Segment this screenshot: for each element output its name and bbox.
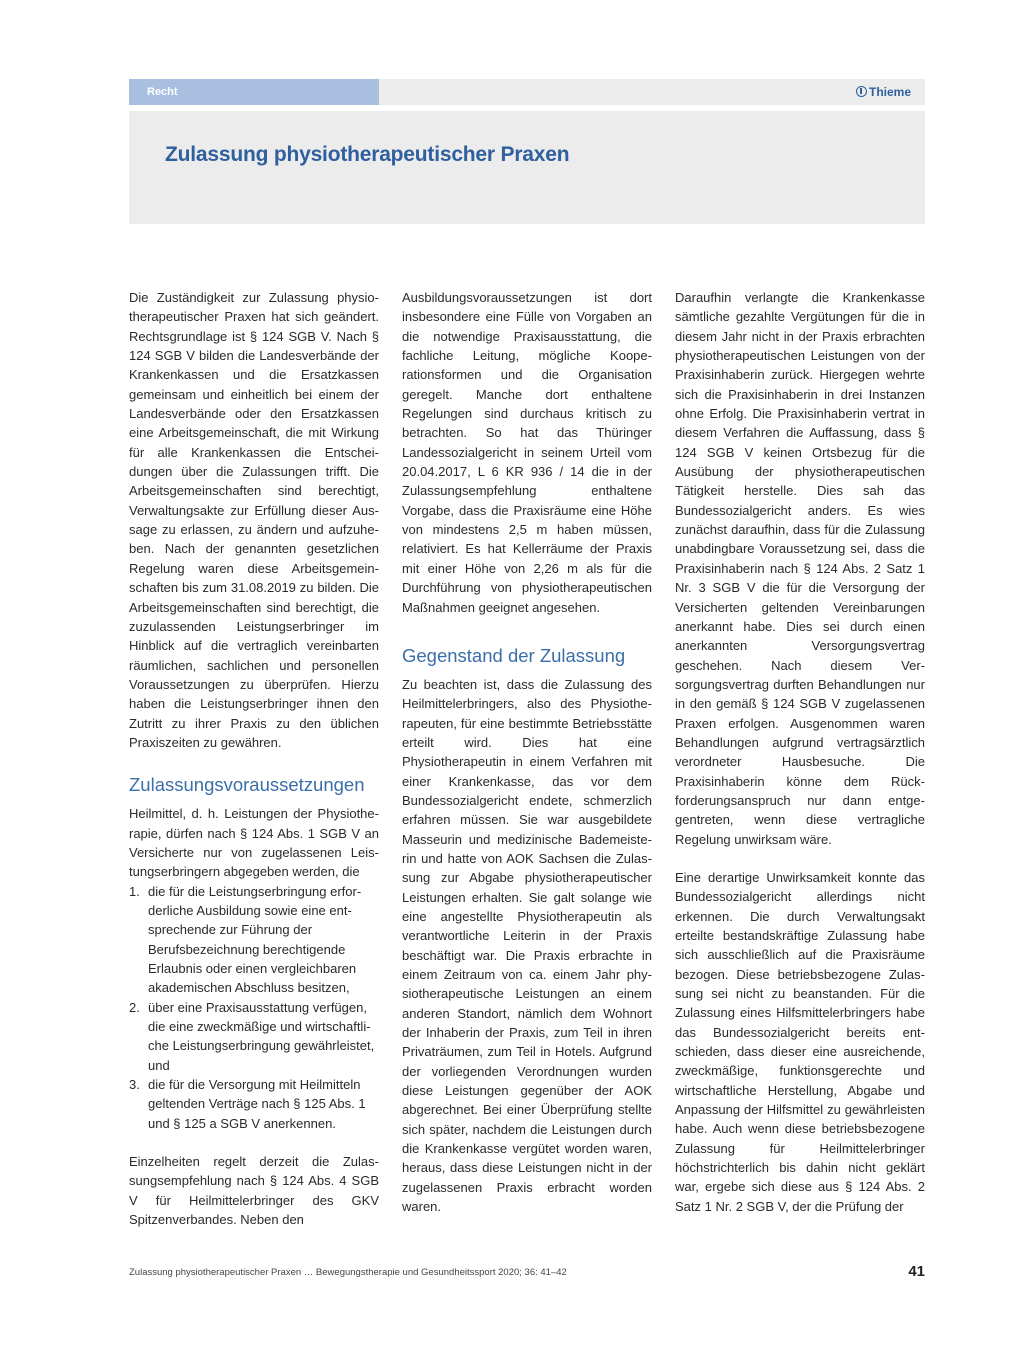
list-number: 2.	[129, 999, 140, 1015]
lead-paragraph: Heilmittel, d. h. Leistungen der Physiotherapie, dürfen nach § 124 Abs. 1 SGB V an Versicherte nur von zugelassenen Leistungserbringern abgegeben werden, die	[129, 806, 379, 880]
list-item-text: über eine Praxisausstattung verfügen, die eine zweckmäßige und wirtschaftliche Leistungserbringung gewährleistet, und	[148, 999, 375, 1073]
list-item-text: die für die Versorgung mit Heilmitteln geltenden Verträge nach § 125 Abs. 1 und § 125 a SGB V anerkennen.	[148, 1077, 366, 1131]
paragraph: Eine derartige Unwirksamkeit konnte das Bundessozialgericht allerdings nicht erkennen. Die durch Verwaltungsakt erteilte bestandskräftige Zulassung habe sich ausschließlich auf die Praxisräume bezogen. Diese betriebsbezogene Zulassung sei nicht zu beanstanden. Für die Zulassung eines Hilfsmittelerbringers habe das Bundessozialgericht bereits entschieden, dass dieser eine ausreichende, zweckmäßige, funktionsgerechte und wirtschaftliche Herstellung, Abgabe und Anpassung der Hilfsmittel zu gewährleisten habe. Auch wenn diese betriebsbezogene Zulassung für Heilmittelerbringer höchstrichterlich bis dahin nicht geklärt war, ergebe sich diese aus § 124 Abs. 2 Satz 1 Nr. 2 SGB V, der die Prüfung der	[675, 869, 925, 1214]
list-item	[129, 1075, 379, 1133]
paragraph: Daraufhin verlangte die Krankenkasse sämtliche gezahlte Vergütungen für die in diesem Jahr nicht in der Praxis erbrachten physiotherapeutischen Leistungen von der Praxisinhaberin zurück. Hiergegen wehrte sich die Praxisinhaberin in drei Instanzen ohne Erfolg. Die Praxisinhaberin vertrat in diesem Verfahren die Auffassung, dass § 124 SGB V keinen Ortsbezug für die Ausübung der physiotherapeutischen Tätigkeit herstelle. Dies sah das Bundessozialgericht anders. Es wies zunächst daraufhin, dass für die Zulassung unabdingbare Voraussetzung sei, dass die Praxisinhaberin nach § 124 Abs. 2 Satz 1 Nr. 3 SGB V die für die Versorgung der Versicherten geltenden Vereinbarungen anerkannt habe. Dies sei durch einen anerkannten Versorgungsvertrag geschehen. Nach diesem Versorgungsvertrag durften Behandlungen nur in den gemäß § 124 SGB V zugelassenen Praxen erfolgen. Ausgenommen waren Behandlungen aufgrund vertragsärztlich verordneter Hausbesuche. Die Praxisinhaberin könne dem Rückforderungsanspruch nur dann entgegentreten, wenn diese vertragliche Regelung unwirksam wäre.	[675, 290, 925, 847]
section-heading-zulassungsvoraussetzungen: Zulassungsvoraussetzungen	[129, 774, 365, 796]
title-box	[129, 111, 925, 224]
intro-paragraph: Die Zuständigkeit zur Zulassung physiotherapeutischer Praxen hat sich geändert. Rechtsgrundlage ist § 124 SGB V. Nach § 124 SGB V bilden die Landesverbände der Krankenkassen und die Ersatzkassen gemeinsam und einheitlich bei einem der Landesverbände oder den Ersatzkassen eine Arbeitsgemeinschaft, die mit Wirkung für alle Krankenkassen die Entscheidungen über die Zulassungen trifft. Die Arbeitsgemeinschaften sind berechtigt, Verwaltungsakte zur Erfüllung dieser Aussage zu erlassen, zu ändern und aufzuheben. Nach der genannten gesetzlichen Regelung waren diese Arbeitsgemeinschaften bis zum 31.08.2019 zu bilden. Die Arbeitsgemeinschaften sind berechtigt, die zuzulassenden Leistungserbringer im Hinblick auf die vertraglich vereinbarten räumlichen, sachlichen und personellen Voraussetzungen zu überprüfen. Hierzu haben die Leistungserbringer ihnen den Zutritt zu ihrer Praxis zu den üblichen Praxiszeiten zu gewähren.	[129, 290, 379, 750]
citation-reference: Zulassung physiotherapeutischer Praxen … Bewegungstherapie und Gesundheitssport 2020; 36: 41–42	[129, 1267, 567, 1278]
page-footer	[129, 1263, 925, 1283]
article-title: Zulassung physiotherapeutischer Praxen	[165, 143, 570, 166]
header-bar	[129, 79, 925, 105]
tail-paragraph: Einzelheiten regelt derzeit die Zulassungsempfehlung nach § 124 Abs. 4 SGB V für Heilmittelerbringer des GKV Spitzenverbandes. Neben den	[129, 1154, 379, 1228]
publisher-name: Thieme	[868, 85, 911, 99]
paragraph: Zu beachten ist, dass die Zulassung des Heilmittelerbringers, also des Physiotherapeuten, für eine bestimmte Betriebsstätte erteilt wird. Dies hat eine Physiotherapeutin in einem Verfahren mit einer Krankenkasse, das vor dem Bundessozialgericht endete, schmerzlich erfahren müssen. Sie war ausgebildete Masseurin und medizinische Bademeisterin und hatte von AOK Sachsen die Zulassung zur Abgabe physiotherapeutischer Leistungen erhalten. Sie galt solange wie eine angestellte Physiotherapeutin als verantwortliche Leiterin in der Praxis beschäftigt war. Die Praxis erbrachte in einem Zeitraum von ca. einem Jahr physiotherapeutische Leistungen an einem anderen Standort, nämlich dem Wohnort der Inhaberin der Praxis, zum Teil in ihren Privaträumen, zum Teil in Hotels. Aufgrund der vorliegenden Verordnungen wurden diese Leistungen gegenüber der AOK abgerechnet. Bei einer Überprüfung stellte sich später, nachdem die Leistungen durch die Krankenkasse vergütet worden waren, heraus, dass diese Leistungen nicht in der zugelassenen Praxis erbracht worden waren.	[402, 676, 652, 1215]
column-2	[402, 288, 652, 1216]
list-number: 1.	[129, 883, 140, 899]
publisher-logo	[856, 79, 911, 105]
page-number: 41	[908, 1263, 925, 1280]
thieme-logo-icon	[856, 86, 867, 97]
list-item-text: die für die Leistungserbringung erforderliche Ausbildung sowie eine entsprechende zur Führung der Berufsbezeichnung berechtigende Erlaubnis oder einen vergleichbaren akademischen Abschluss besitzen,	[148, 883, 362, 996]
section-heading-gegenstand: Gegenstand der Zulassung	[402, 644, 626, 666]
paragraph: Ausbildungsvoraussetzungen ist dort insbesondere eine Fülle von Vorgaben an die notwendige Praxisausstattung, die fachliche Leitung, mögliche Kooperationsformen und die Organisation geregelt. Manche dort enthaltene Regelungen sind durchaus kritisch zu betrachten. So hat das Thüringer Landessozialgericht in seinem Urteil vom 20.04.2017, L 6 KR 936 / 14 die in der Zulassungsempfehlung enthaltene Vorgabe, dass die Praxisräume eine Höhe von mindestens 2,5 m haben müssen, relativiert. Es hat Kellerräume der Praxis mit einer Höhe von 2,26 m als für die Durchführung von physiotherapeutischen Maßnahmen geeignet angesehen.	[402, 290, 652, 615]
requirements-list	[129, 882, 379, 1133]
list-item	[129, 882, 379, 998]
list-number: 3.	[129, 1077, 140, 1093]
list-item	[129, 998, 379, 1075]
column-3	[675, 288, 925, 1216]
section-label: Recht	[129, 79, 379, 105]
column-1	[129, 288, 379, 1229]
